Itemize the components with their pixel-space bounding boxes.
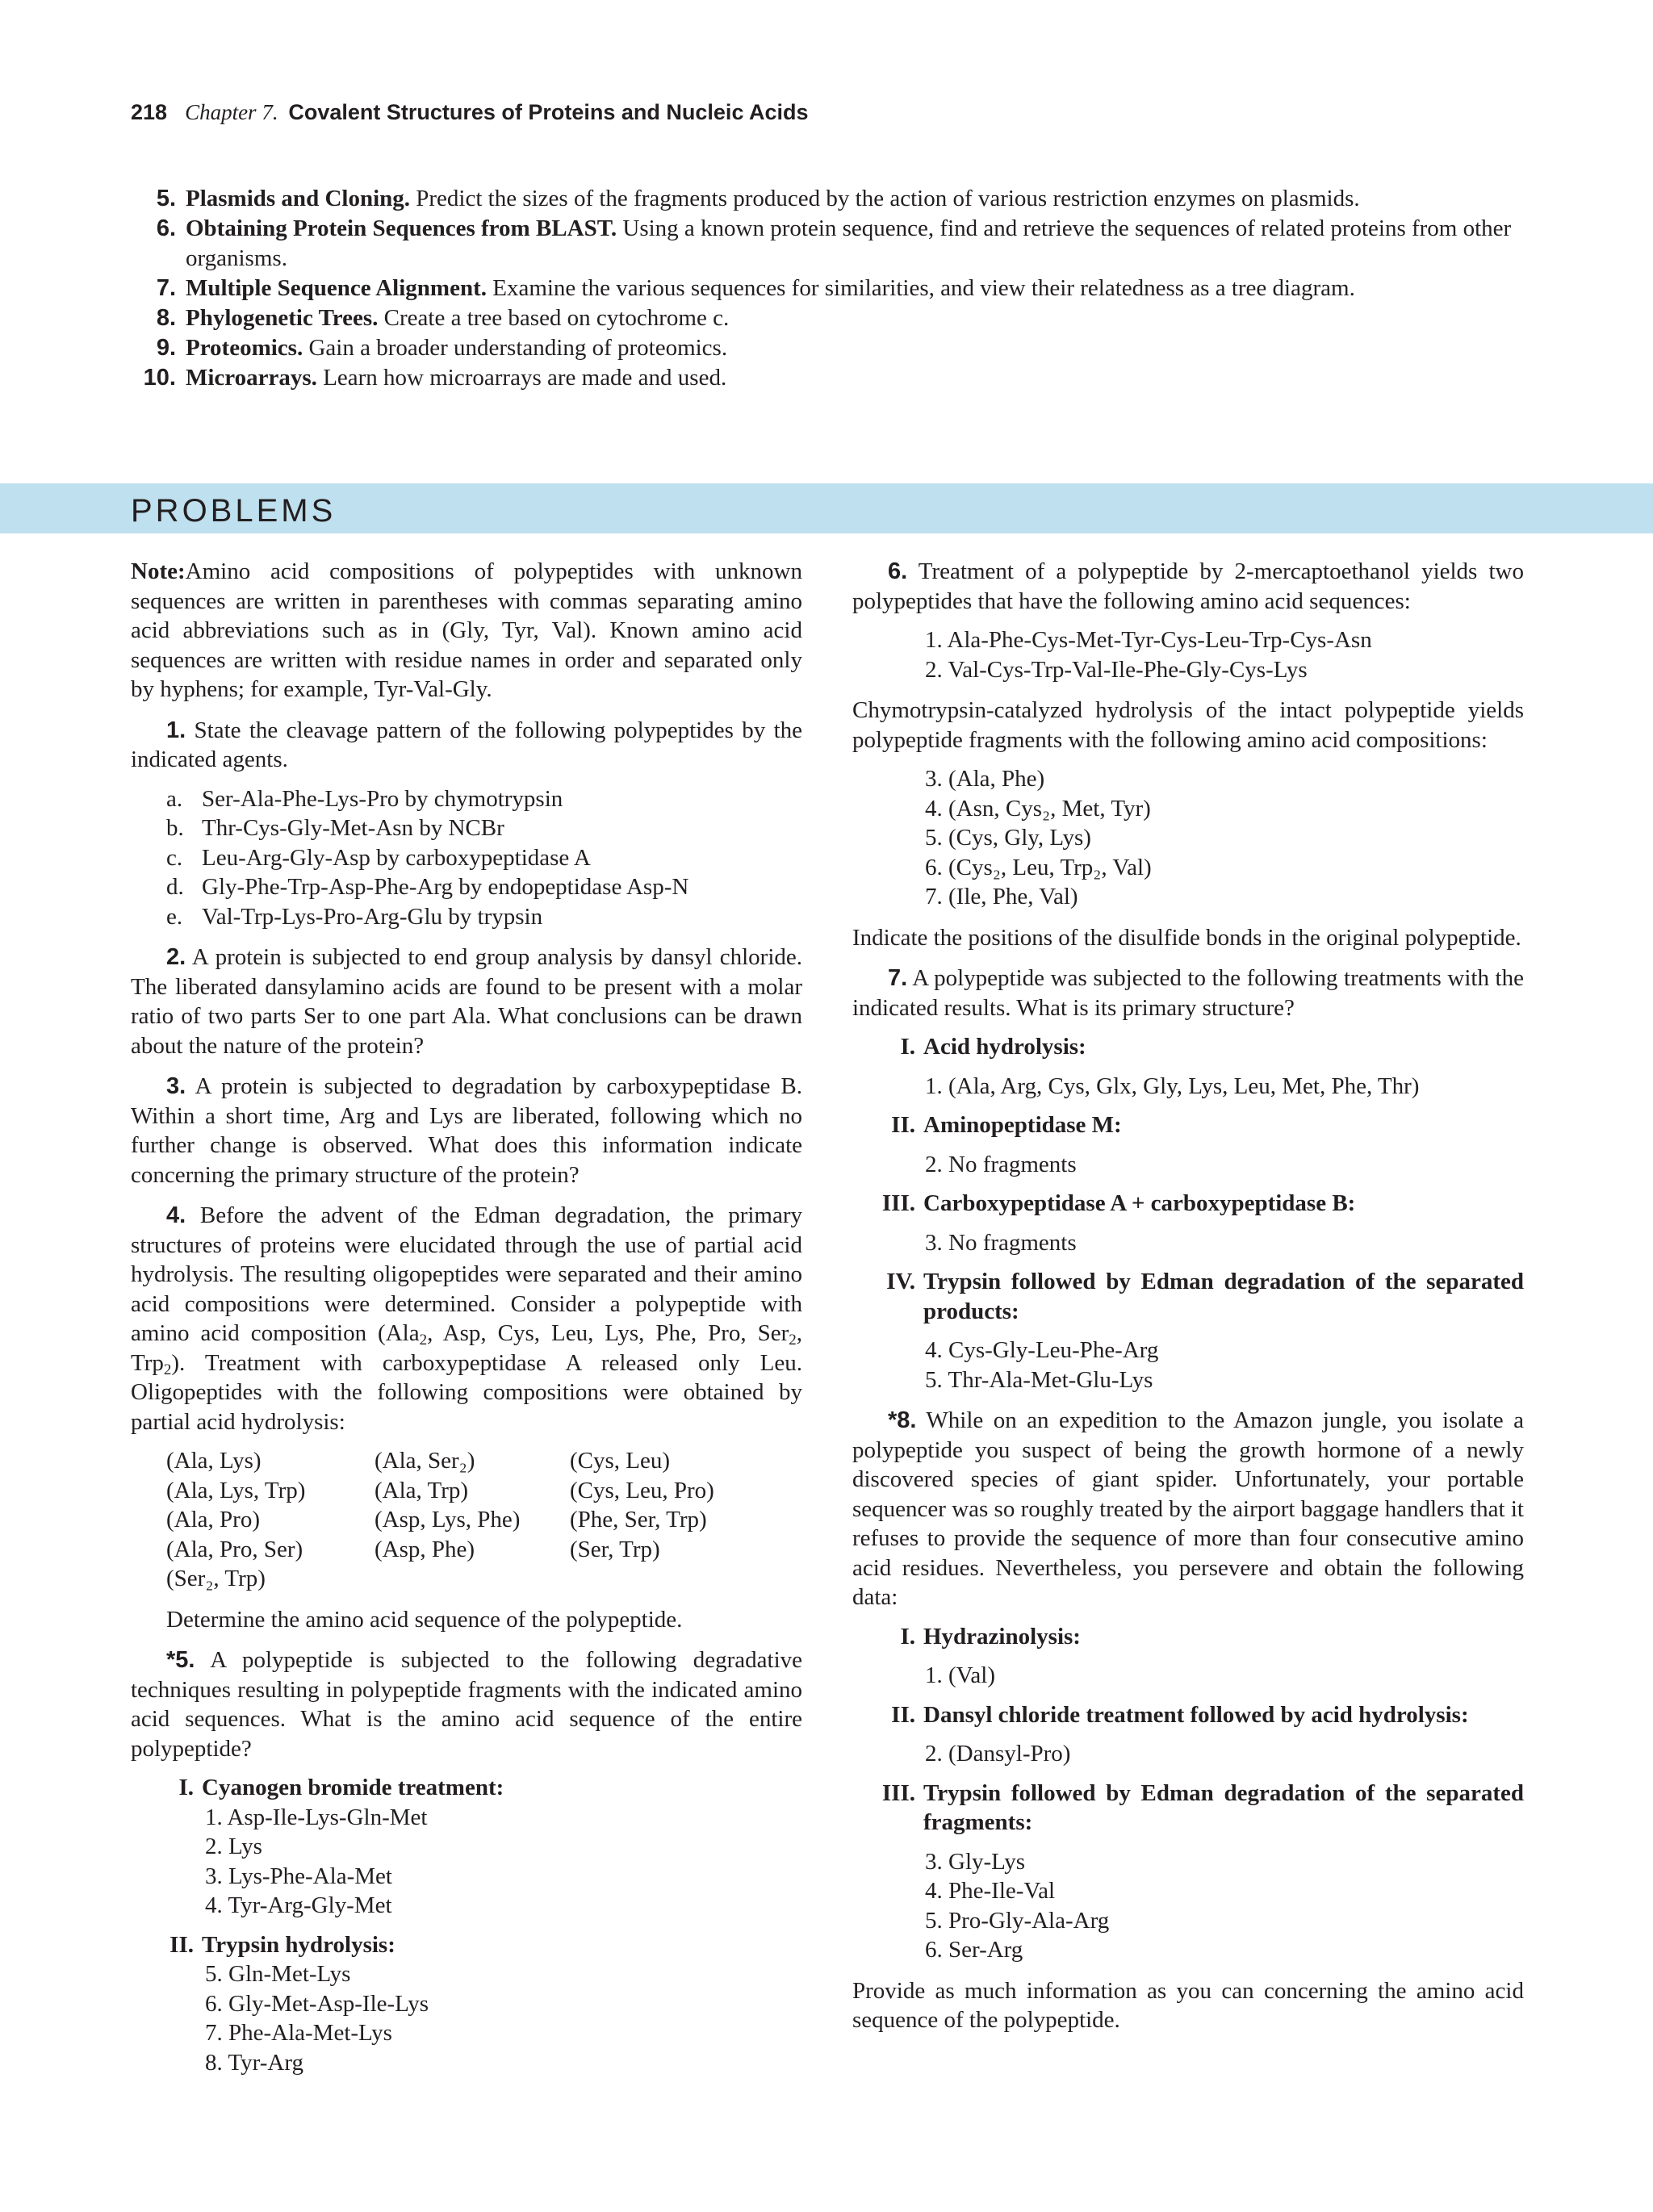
fragment-list: 3. Gly-Lys 4. Phe-Ile-Val 5. Pro-Gly-Ala-Arg 6. Ser-Arg (925, 1848, 1110, 1963)
problem-1-items (166, 784, 802, 932)
note-paragraph: Note:Amino acid compositions of polypeptides with unknown sequences are written in parentheses with commas separating amino acid abbreviations such as in (Gly, Tyr, Val). Known amino acid sequences are written with residue names in order and separated only by hyphens; for example, Tyr-Val-Gly. (131, 558, 802, 702)
list-item: e. Val-Trp-Lys-Pro-Arg-Glu by trypsin (166, 903, 543, 930)
left-column (131, 557, 802, 2077)
list-item: 7. Multiple Sequence Alignment. Examine the various sequences for similarities, and view their relatedness as a tree diagram. (156, 275, 1355, 301)
list-item: c. Leu-Arg-Gly-Asp by carboxypeptidase A (166, 844, 591, 871)
list-item: 6. Obtaining Protein Sequences from BLAST. Using a known protein sequence, find and retrieve the sequences of related proteins from other organisms. (156, 215, 1512, 271)
list-item: 9. Proteomics. Gain a broader understanding of proteomics. (156, 335, 728, 361)
section-heading: II. Aminopeptidase M: (891, 1112, 1122, 1138)
problem-3: 3. A protein is subjected to degradation by carboxypeptidase B. Within a short time, Arg and Lys are liberated, following which no further change is observed. What does this information indicate concerning the primary structure of the protein? (131, 1073, 803, 1188)
problem-6-text2: Chymotrypsin-catalyzed hydrolysis of the intact polypeptide yields polypeptide fragments with the following amino acid compositions: (852, 697, 1524, 753)
list-item: 10. Microarrays. Learn how microarrays are made and used. (143, 365, 727, 391)
oligopeptide-grid: (Ala, Lys) (Ala, Ser₂) (Cys, Leu) (Ala, Lys, Trp) (Ala, Trp) (Cys, Leu, Pro) (Ala, Pro) (Asp, Lys, Phe) (Phe, Ser, Trp) (Ala, Pro, Ser) (Asp, Phe) (Ser, Trp) (Ser₂, Trp) (166, 1448, 714, 1591)
list-item: a. Ser-Ala-Phe-Lys-Pro by chymotrypsin (166, 785, 563, 812)
list-item: 8. Phylogenetic Trees. Create a tree based on cytochrome c. (156, 305, 730, 331)
fragment-list: 3. (Ala, Phe) 4. (Asn, Cys₂, Met, Tyr) 5. (Cys, Gly, Lys) 6. (Cys₂, Leu, Trp₂, Val) 7. (Ile, Phe, Val) (925, 766, 1152, 909)
list-item: 5. Plasmids and Cloning. Predict the sizes of the fragments produced by the action of various restriction enzymes on plasmids. (156, 186, 1360, 211)
chapter-label: Chapter 7. (185, 100, 278, 124)
section-title: PROBLEMS (131, 493, 337, 529)
problem-2: 2. A protein is subjected to end group analysis by dansyl chloride. The liberated dansylamino acids are found to be present with a molar ratio of two parts Ser to one part Ala. What conclusions can be drawn about the nature of the protein? (131, 944, 802, 1059)
problem-4: 4. Before the advent of the Edman degradation, the primary structures of proteins were elucidated through the use of partial acid hydrolysis. The resulting oligopeptides were separated and their amino acid compositions were determined. Consider a polypeptide with amino acid composition (Ala$_2$, Asp, Cys, Leu, Lys, Phe, Pro, Ser$_2$, Trp$_2$). Treatment with carboxypeptidase A released only Leu. Oligopeptides with the following compositions were obtained by partial acid hydrolysis: (131, 1202, 803, 1435)
fragment-list: 1. (Ala, Arg, Cys, Glx, Gly, Lys, Leu, Met, Phe, Thr) (925, 1073, 1420, 1099)
problem-7: 7. A polypeptide was subjected to the following treatments with the indicated results. What is its primary structure? (852, 965, 1524, 1021)
problem-8-conclusion: Provide as much information as you can concerning the amino acid sequence of the polypeptide. (852, 1977, 1524, 2033)
problem-1: 1. State the cleavage pattern of the following polypeptides by the indicated agents. (131, 717, 802, 772)
exercise-list (131, 184, 1524, 393)
problem-6: 6. Treatment of a polypeptide by 2-mercaptoethanol yields two polypeptides that have the following amino acid sequences: (852, 558, 1524, 614)
right-column (852, 557, 1524, 2035)
fragment-list: 5. Gln-Met-Lys 6. Gly-Met-Asp-Ile-Lys 7. Phe-Ala-Met-Lys 8. Tyr-Arg (205, 1961, 429, 2076)
fragment-list: 2. (Dansyl-Pro) (925, 1741, 1071, 1767)
fragment-list: 4. Cys-Gly-Leu-Phe-Arg 5. Thr-Ala-Met-Glu-Lys (925, 1337, 1159, 1393)
fragment-list: 1. (Val) (925, 1662, 995, 1688)
section-heading: II. Dansyl chloride treatment followed by acid hydrolysis: (891, 1701, 1469, 1728)
section-heading: I. Cyanogen bromide treatment: (178, 1775, 504, 1800)
section-heading: III. Trypsin followed by Edman degradation of the separated fragments: (881, 1779, 1524, 1835)
section-heading: III. Carboxypeptidase A + carboxypeptidase B: (881, 1190, 1356, 1216)
fragment-list: 1. Asp-Ile-Lys-Gln-Met 2. Lys 3. Lys-Phe-Ala-Met 4. Tyr-Arg-Gly-Met (205, 1804, 428, 1918)
list-item: b. Thr-Cys-Gly-Met-Asn by NCBr (166, 815, 504, 841)
problem-5: *5. A polypeptide is subjected to the following degradative techniques resulting in polypeptide fragments with the indicated amino acid sequences. What is the amino acid sequence of the entire polypeptide? (131, 1647, 802, 1762)
section-heading: I. Acid hydrolysis: (900, 1034, 1086, 1060)
sequence-list: 1. Ala-Phe-Cys-Met-Tyr-Cys-Leu-Trp-Cys-Asn 2. Val-Cys-Trp-Val-Ile-Phe-Gly-Cys-Lys (925, 627, 1372, 683)
page-number: 218 (131, 100, 168, 124)
section-banner (0, 483, 1653, 533)
running-header (131, 100, 808, 125)
list-item: d. Gly-Phe-Trp-Asp-Phe-Arg by endopeptidase Asp-N (166, 874, 689, 900)
fragment-list: 3. No fragments (925, 1229, 1077, 1256)
section-heading: I. Hydrazinolysis: (900, 1623, 1081, 1650)
chapter-title: Covalent Structures of Proteins and Nucleic Acids (288, 100, 809, 124)
section-heading: II. Trypsin hydrolysis: (169, 1931, 395, 1958)
problem-4-conclusion: Determine the amino acid sequence of the polypeptide. (166, 1606, 683, 1633)
problem-6-text3: Indicate the positions of the disulfide bonds in the original polypeptide. (852, 924, 1521, 951)
problem-8: *8. While on an expedition to the Amazon jungle, you isolate a polypeptide you suspect of being the growth hormone of a newly discovered species of giant spider. Unfortunately, your portable sequencer was so roughly treated by the airport baggage handlers that it refuses to provide the sequence of more than four consecutive amino acid residues. Nevertheless, you persevere and obtain the following data: (852, 1407, 1524, 1610)
fragment-list: 2. No fragments (925, 1151, 1077, 1177)
section-heading: IV. Trypsin followed by Edman degradation of the separated products: (886, 1269, 1524, 1324)
